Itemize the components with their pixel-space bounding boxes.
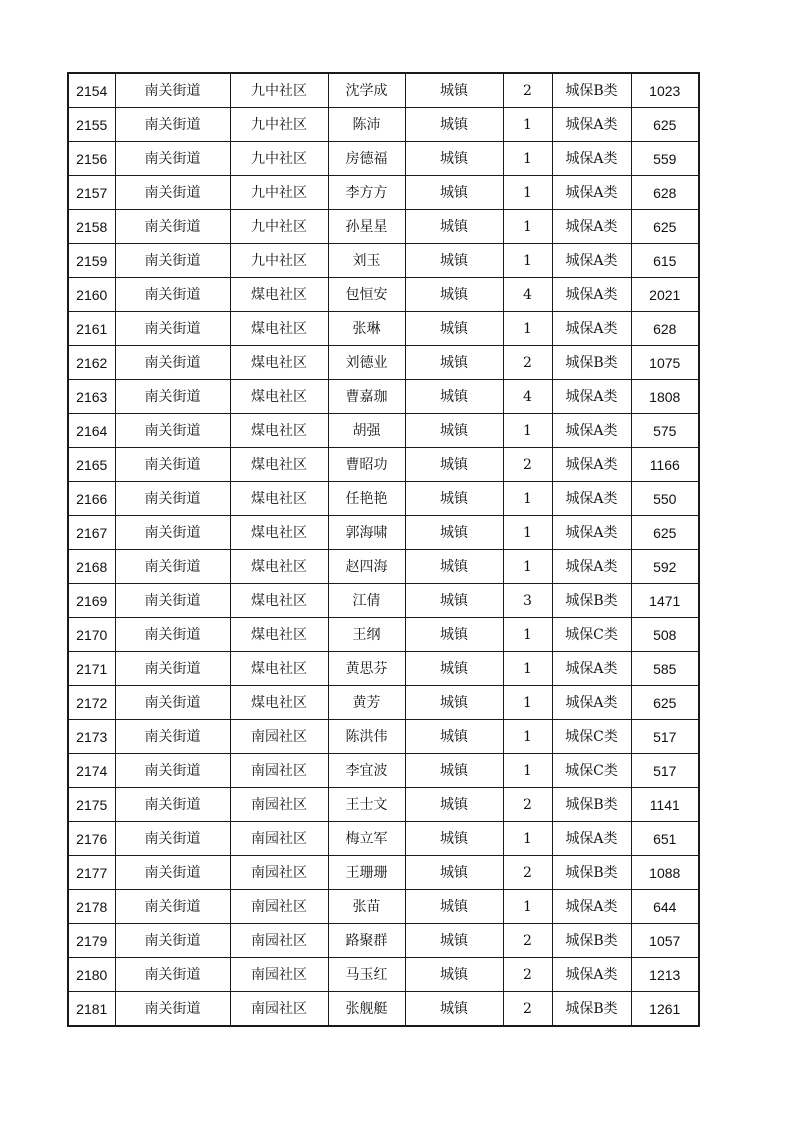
name-cell: 李宜波 [328, 754, 405, 788]
category-cell: 城保B类 [552, 924, 631, 958]
category-cell: 城保A类 [552, 278, 631, 312]
street-cell: 南关街道 [115, 312, 230, 346]
name-cell: 包恒安 [328, 278, 405, 312]
table-row [68, 856, 699, 890]
amount-cell: 1166 [631, 448, 699, 482]
area-type-cell: 城镇 [405, 448, 503, 482]
name-cell: 江倩 [328, 584, 405, 618]
name-cell: 陈沛 [328, 108, 405, 142]
area-type-cell: 城镇 [405, 414, 503, 448]
record-id-cell: 2165 [68, 448, 115, 482]
community-cell: 煤电社区 [230, 448, 328, 482]
area-type-cell: 城镇 [405, 482, 503, 516]
name-cell: 黄芳 [328, 686, 405, 720]
category-cell: 城保C类 [552, 720, 631, 754]
street-cell: 南关街道 [115, 958, 230, 992]
area-type-cell: 城镇 [405, 73, 503, 108]
table-row [68, 550, 699, 584]
street-cell: 南关街道 [115, 210, 230, 244]
community-cell: 煤电社区 [230, 618, 328, 652]
community-cell: 煤电社区 [230, 312, 328, 346]
record-id-cell: 2161 [68, 312, 115, 346]
table-row [68, 652, 699, 686]
community-cell: 九中社区 [230, 142, 328, 176]
category-cell: 城保B类 [552, 584, 631, 618]
street-cell: 南关街道 [115, 856, 230, 890]
record-id-cell: 2160 [68, 278, 115, 312]
category-cell: 城保A类 [552, 312, 631, 346]
household-count-cell: 2 [503, 346, 552, 380]
table-row [68, 176, 699, 210]
name-cell: 曹昭功 [328, 448, 405, 482]
category-cell: 城保A类 [552, 448, 631, 482]
area-type-cell: 城镇 [405, 278, 503, 312]
table-row [68, 482, 699, 516]
amount-cell: 508 [631, 618, 699, 652]
table-row [68, 312, 699, 346]
community-cell: 煤电社区 [230, 380, 328, 414]
community-cell: 九中社区 [230, 210, 328, 244]
amount-cell: 517 [631, 720, 699, 754]
street-cell: 南关街道 [115, 686, 230, 720]
table-row [68, 108, 699, 142]
community-cell: 南园社区 [230, 924, 328, 958]
community-cell: 煤电社区 [230, 652, 328, 686]
household-count-cell: 2 [503, 448, 552, 482]
category-cell: 城保A类 [552, 414, 631, 448]
area-type-cell: 城镇 [405, 142, 503, 176]
household-count-cell: 1 [503, 618, 552, 652]
area-type-cell: 城镇 [405, 686, 503, 720]
record-id-cell: 2156 [68, 142, 115, 176]
community-cell: 煤电社区 [230, 414, 328, 448]
table-row [68, 244, 699, 278]
category-cell: 城保A类 [552, 958, 631, 992]
household-count-cell: 2 [503, 924, 552, 958]
category-cell: 城保B类 [552, 788, 631, 822]
table-row [68, 448, 699, 482]
amount-cell: 575 [631, 414, 699, 448]
name-cell: 梅立军 [328, 822, 405, 856]
household-count-cell: 1 [503, 482, 552, 516]
category-cell: 城保A类 [552, 890, 631, 924]
amount-cell: 651 [631, 822, 699, 856]
table-row [68, 890, 699, 924]
community-cell: 煤电社区 [230, 278, 328, 312]
record-id-cell: 2158 [68, 210, 115, 244]
street-cell: 南关街道 [115, 482, 230, 516]
table-row [68, 686, 699, 720]
table-row [68, 958, 699, 992]
community-cell: 九中社区 [230, 108, 328, 142]
amount-cell: 1808 [631, 380, 699, 414]
area-type-cell: 城镇 [405, 584, 503, 618]
community-cell: 南园社区 [230, 788, 328, 822]
record-id-cell: 2180 [68, 958, 115, 992]
household-count-cell: 1 [503, 244, 552, 278]
amount-cell: 628 [631, 176, 699, 210]
area-type-cell: 城镇 [405, 652, 503, 686]
amount-cell: 615 [631, 244, 699, 278]
household-count-cell: 2 [503, 856, 552, 890]
household-count-cell: 1 [503, 890, 552, 924]
street-cell: 南关街道 [115, 992, 230, 1027]
area-type-cell: 城镇 [405, 210, 503, 244]
amount-cell: 644 [631, 890, 699, 924]
amount-cell: 1141 [631, 788, 699, 822]
street-cell: 南关街道 [115, 822, 230, 856]
record-id-cell: 2169 [68, 584, 115, 618]
category-cell: 城保A类 [552, 822, 631, 856]
community-cell: 九中社区 [230, 73, 328, 108]
record-id-cell: 2177 [68, 856, 115, 890]
record-id-cell: 2173 [68, 720, 115, 754]
household-count-cell: 1 [503, 176, 552, 210]
community-cell: 煤电社区 [230, 346, 328, 380]
amount-cell: 625 [631, 210, 699, 244]
amount-cell: 1261 [631, 992, 699, 1027]
area-type-cell: 城镇 [405, 720, 503, 754]
area-type-cell: 城镇 [405, 856, 503, 890]
street-cell: 南关街道 [115, 73, 230, 108]
record-id-cell: 2163 [68, 380, 115, 414]
record-id-cell: 2162 [68, 346, 115, 380]
household-count-cell: 4 [503, 380, 552, 414]
amount-cell: 1088 [631, 856, 699, 890]
category-cell: 城保B类 [552, 992, 631, 1027]
area-type-cell: 城镇 [405, 788, 503, 822]
street-cell: 南关街道 [115, 788, 230, 822]
street-cell: 南关街道 [115, 448, 230, 482]
household-count-cell: 1 [503, 142, 552, 176]
street-cell: 南关街道 [115, 550, 230, 584]
community-cell: 九中社区 [230, 244, 328, 278]
street-cell: 南关街道 [115, 720, 230, 754]
name-cell: 曹嘉珈 [328, 380, 405, 414]
area-type-cell: 城镇 [405, 890, 503, 924]
area-type-cell: 城镇 [405, 924, 503, 958]
household-count-cell: 1 [503, 754, 552, 788]
household-count-cell: 4 [503, 278, 552, 312]
household-count-cell: 1 [503, 686, 552, 720]
table-row [68, 516, 699, 550]
name-cell: 李方方 [328, 176, 405, 210]
household-count-cell: 1 [503, 210, 552, 244]
record-id-cell: 2168 [68, 550, 115, 584]
name-cell: 刘德业 [328, 346, 405, 380]
amount-cell: 585 [631, 652, 699, 686]
community-cell: 煤电社区 [230, 584, 328, 618]
area-type-cell: 城镇 [405, 312, 503, 346]
amount-cell: 1075 [631, 346, 699, 380]
amount-cell: 1213 [631, 958, 699, 992]
community-cell: 煤电社区 [230, 550, 328, 584]
amount-cell: 1471 [631, 584, 699, 618]
category-cell: 城保B类 [552, 346, 631, 380]
area-type-cell: 城镇 [405, 516, 503, 550]
street-cell: 南关街道 [115, 516, 230, 550]
area-type-cell: 城镇 [405, 822, 503, 856]
household-count-cell: 1 [503, 652, 552, 686]
amount-cell: 559 [631, 142, 699, 176]
table-row [68, 992, 699, 1027]
category-cell: 城保A类 [552, 550, 631, 584]
household-count-cell: 1 [503, 312, 552, 346]
area-type-cell: 城镇 [405, 992, 503, 1027]
community-cell: 南园社区 [230, 992, 328, 1027]
category-cell: 城保B类 [552, 73, 631, 108]
area-type-cell: 城镇 [405, 346, 503, 380]
household-count-cell: 2 [503, 992, 552, 1027]
name-cell: 路聚群 [328, 924, 405, 958]
street-cell: 南关街道 [115, 584, 230, 618]
name-cell: 张苗 [328, 890, 405, 924]
area-type-cell: 城镇 [405, 550, 503, 584]
table-row [68, 822, 699, 856]
area-type-cell: 城镇 [405, 618, 503, 652]
record-id-cell: 2178 [68, 890, 115, 924]
category-cell: 城保A类 [552, 142, 631, 176]
name-cell: 胡强 [328, 414, 405, 448]
record-id-cell: 2171 [68, 652, 115, 686]
name-cell: 张琳 [328, 312, 405, 346]
community-cell: 南园社区 [230, 958, 328, 992]
household-count-cell: 2 [503, 73, 552, 108]
category-cell: 城保B类 [552, 856, 631, 890]
street-cell: 南关街道 [115, 176, 230, 210]
street-cell: 南关街道 [115, 754, 230, 788]
record-id-cell: 2181 [68, 992, 115, 1027]
household-count-cell: 2 [503, 958, 552, 992]
street-cell: 南关街道 [115, 924, 230, 958]
table-row [68, 584, 699, 618]
household-count-cell: 1 [503, 720, 552, 754]
community-cell: 九中社区 [230, 176, 328, 210]
record-id-cell: 2157 [68, 176, 115, 210]
street-cell: 南关街道 [115, 108, 230, 142]
name-cell: 赵四海 [328, 550, 405, 584]
category-cell: 城保A类 [552, 686, 631, 720]
name-cell: 王士文 [328, 788, 405, 822]
table-row [68, 414, 699, 448]
table-row [68, 924, 699, 958]
record-id-cell: 2164 [68, 414, 115, 448]
category-cell: 城保A类 [552, 516, 631, 550]
area-type-cell: 城镇 [405, 176, 503, 210]
table-row [68, 720, 699, 754]
table-row [68, 346, 699, 380]
community-cell: 南园社区 [230, 754, 328, 788]
street-cell: 南关街道 [115, 380, 230, 414]
community-cell: 南园社区 [230, 890, 328, 924]
area-type-cell: 城镇 [405, 754, 503, 788]
table-row [68, 73, 699, 108]
household-count-cell: 3 [503, 584, 552, 618]
area-type-cell: 城镇 [405, 958, 503, 992]
record-id-cell: 2176 [68, 822, 115, 856]
area-type-cell: 城镇 [405, 108, 503, 142]
amount-cell: 625 [631, 516, 699, 550]
household-count-cell: 1 [503, 108, 552, 142]
record-id-cell: 2179 [68, 924, 115, 958]
name-cell: 黄思芬 [328, 652, 405, 686]
community-cell: 南园社区 [230, 856, 328, 890]
category-cell: 城保A类 [552, 210, 631, 244]
community-cell: 煤电社区 [230, 686, 328, 720]
street-cell: 南关街道 [115, 414, 230, 448]
household-count-cell: 1 [503, 822, 552, 856]
record-id-cell: 2166 [68, 482, 115, 516]
table-row [68, 754, 699, 788]
street-cell: 南关街道 [115, 278, 230, 312]
household-count-cell: 2 [503, 788, 552, 822]
amount-cell: 592 [631, 550, 699, 584]
area-type-cell: 城镇 [405, 244, 503, 278]
amount-cell: 550 [631, 482, 699, 516]
category-cell: 城保C类 [552, 754, 631, 788]
amount-cell: 2021 [631, 278, 699, 312]
amount-cell: 1057 [631, 924, 699, 958]
record-id-cell: 2167 [68, 516, 115, 550]
category-cell: 城保A类 [552, 482, 631, 516]
category-cell: 城保C类 [552, 618, 631, 652]
table-body [68, 73, 699, 1026]
records-table [67, 72, 700, 1027]
street-cell: 南关街道 [115, 890, 230, 924]
table-row [68, 788, 699, 822]
category-cell: 城保A类 [552, 244, 631, 278]
street-cell: 南关街道 [115, 652, 230, 686]
name-cell: 王纲 [328, 618, 405, 652]
category-cell: 城保A类 [552, 108, 631, 142]
amount-cell: 628 [631, 312, 699, 346]
table-row [68, 380, 699, 414]
table-row [68, 142, 699, 176]
name-cell: 陈洪伟 [328, 720, 405, 754]
name-cell: 王珊珊 [328, 856, 405, 890]
street-cell: 南关街道 [115, 346, 230, 380]
record-id-cell: 2172 [68, 686, 115, 720]
name-cell: 马玉红 [328, 958, 405, 992]
category-cell: 城保A类 [552, 652, 631, 686]
category-cell: 城保A类 [552, 176, 631, 210]
household-count-cell: 1 [503, 550, 552, 584]
street-cell: 南关街道 [115, 618, 230, 652]
name-cell: 沈学成 [328, 73, 405, 108]
record-id-cell: 2170 [68, 618, 115, 652]
table-row [68, 278, 699, 312]
record-id-cell: 2175 [68, 788, 115, 822]
community-cell: 南园社区 [230, 822, 328, 856]
household-count-cell: 1 [503, 414, 552, 448]
community-cell: 南园社区 [230, 720, 328, 754]
amount-cell: 517 [631, 754, 699, 788]
community-cell: 煤电社区 [230, 516, 328, 550]
amount-cell: 1023 [631, 73, 699, 108]
area-type-cell: 城镇 [405, 380, 503, 414]
record-id-cell: 2155 [68, 108, 115, 142]
name-cell: 房德福 [328, 142, 405, 176]
community-cell: 煤电社区 [230, 482, 328, 516]
amount-cell: 625 [631, 108, 699, 142]
amount-cell: 625 [631, 686, 699, 720]
name-cell: 张舰艇 [328, 992, 405, 1027]
table-row [68, 618, 699, 652]
record-id-cell: 2154 [68, 73, 115, 108]
name-cell: 任艳艳 [328, 482, 405, 516]
name-cell: 刘玉 [328, 244, 405, 278]
name-cell: 郭海啸 [328, 516, 405, 550]
record-id-cell: 2174 [68, 754, 115, 788]
name-cell: 孙星星 [328, 210, 405, 244]
table-row [68, 210, 699, 244]
household-count-cell: 1 [503, 516, 552, 550]
street-cell: 南关街道 [115, 142, 230, 176]
category-cell: 城保A类 [552, 380, 631, 414]
record-id-cell: 2159 [68, 244, 115, 278]
street-cell: 南关街道 [115, 244, 230, 278]
